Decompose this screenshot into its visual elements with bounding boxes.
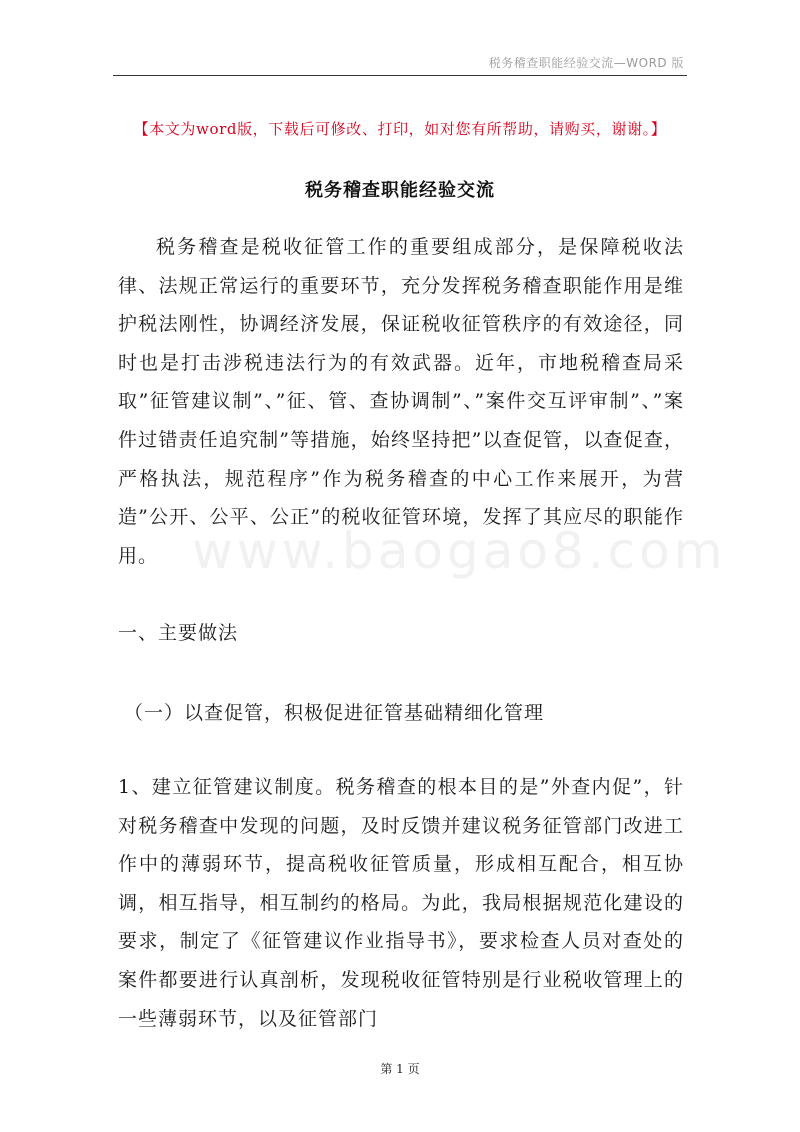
page-number: 第 1 页 [380,1062,420,1076]
header-rule [113,75,687,76]
document-title: 税务稽查职能经验交流 [305,180,495,201]
running-header: 税务稽查职能经验交流—WORD 版 [488,56,684,70]
download-notice: 【本文为word版，下载后可修改、打印，如对您有所帮助，请购买，谢谢。】 [133,120,667,138]
subsection-heading-1: （一）以查促管，积极促进征管基础精细化管理 [124,702,545,724]
watermark: www.baogao8.com [192,522,727,580]
intro-paragraph: 税务稽查是税收征管工作的重要组成部分，是保障税收法律、法规正常运行的重要环节，充分发挥税务稽查职能作用是维护税法刚性，协调经济发展，保证税收征管秩序的有效途径，同时也是打击涉税违法行为的有效武器。近年，市地税稽查局采取”征管建议制”、”征、管、查协调制”、”案件交互评审制”、”案件过错责任追究制”等措施，始终坚持把”以查促管，以查促查，严格执法，规范程序”作为税务稽查的中心工作来展开，为营造”公开、公平、公正”的税收征管环境，发挥了其应尽的职能作用。 [118,236,684,567]
item-paragraph-1: 1、建立征管建议制度。税务稽查的根本目的是”外查内促”，针对税务稽查中发现的问题，及时反馈并建议税务征管部门改进工作中的薄弱环节，提高税收征管质量，形成相互配合，相互协调，相互指导，相互制约的格局。为此，我局根据规范化建设的要求，制定了《征管建议作业指导书》，要求检查人员对查处的案件都要进行认真剖析，发现税收征管特别是行业税收管理上的一些薄弱环节，以及征管部门 [118,776,684,1030]
section-heading-1: 一、主要做法 [118,622,239,644]
